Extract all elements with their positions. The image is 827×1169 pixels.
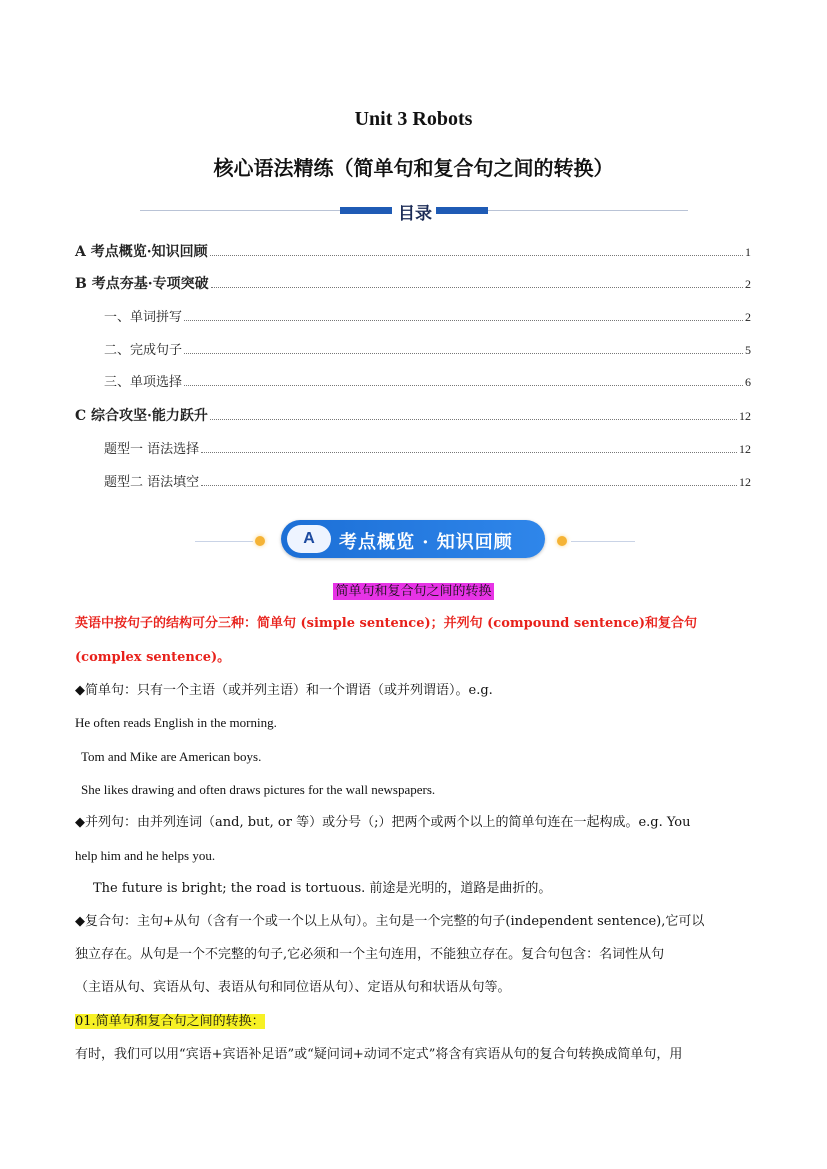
simple-example-1: He often reads English in the morning. (75, 715, 277, 730)
toc-entry-label: B 考点夯基·专项突破 (75, 276, 209, 292)
toc-entry-page: 1 (745, 245, 751, 259)
toc-entry-page: 12 (739, 409, 751, 423)
banner-rule-right (571, 541, 635, 542)
toc-leader (210, 254, 743, 256)
toc-leader (184, 384, 743, 386)
compound-sentence-definition-1: ◆并列句：由并列连词（and, but, or 等）或分号（;）把两个或两个以上的简单句连在一起构成。e.g. You (75, 815, 691, 830)
body-last-line: 有时，我们可以用“宾语+宾语补足语”或“疑问词+动词不定式”将含有宾语从句的复合句转换成简单句，用 (75, 1047, 683, 1062)
simple-sentence-definition: ◆简单句：只有一个主语（或并列主语）和一个谓语（或并列谓语）。e.g. (75, 683, 493, 698)
toc-leader (184, 352, 743, 354)
toc-entry-label: 三、单项选择 (104, 375, 183, 390)
banner-pill (281, 520, 545, 558)
toc-entry-label: A 考点概览·知识回顾 (75, 244, 208, 260)
complex-sentence-definition-2: 独立存在。从句是一个不完整的句子,它必须和一个主句连用，不能独立存在。复合句包含：名词性从句 (75, 947, 665, 962)
toc-entry-label: 一、单词拼写 (104, 310, 183, 325)
toc-entry[interactable] (104, 371, 751, 389)
toc-entry-page: 2 (745, 277, 751, 291)
point-heading (75, 1014, 755, 1030)
toc-entry-label: 二、完成句子 (104, 343, 183, 358)
intro-line-2: (complex sentence)。 (75, 650, 231, 665)
doc-subtitle: 核心语法精练（简单句和复合句之间的转换） (213, 156, 614, 180)
toc-entry-label: 题型一 语法选择 (104, 442, 200, 457)
section-title-text: 简单句和复合句之间的转换 (335, 584, 492, 599)
banner-rule-left (195, 541, 253, 542)
toc-rule-left-thick (340, 207, 392, 214)
banner-badge: A (287, 525, 331, 553)
toc-entry[interactable] (104, 306, 751, 324)
toc-rule-right-thick (436, 207, 488, 214)
toc-entry-label: 题型二 语法填空 (104, 475, 200, 490)
section-title (0, 580, 827, 599)
toc-entry-page: 12 (739, 475, 751, 489)
toc-entry-page: 2 (745, 310, 751, 324)
toc-heading: 目录 (398, 204, 432, 224)
toc-rule-right-thin (488, 210, 688, 211)
compound-sentence-definition-2: help him and he helps you. (75, 848, 216, 863)
banner-dot-right (557, 536, 567, 546)
simple-example-2: Tom and Mike are American boys. (81, 749, 262, 764)
banner-text: 考点概览 · 知识回顾 (339, 532, 513, 553)
toc-entry[interactable] (104, 339, 751, 357)
intro-line-1: 英语中按句子的结构可分三种：简单句 (simple sentence)；并列句 (compound sentence)和复合句 (75, 616, 698, 631)
toc-entry-page: 6 (745, 375, 751, 389)
toc-entry[interactable] (75, 273, 751, 291)
toc-entry-page: 12 (739, 442, 751, 456)
toc-entry[interactable] (104, 471, 751, 489)
complex-sentence-definition-3: （主语从句、宾语从句、表语从句和同位语从句）、定语从句和状语从句等。 (75, 980, 511, 995)
toc-leader (201, 451, 737, 453)
section-banner (195, 519, 635, 559)
toc-heading-bar (140, 199, 688, 223)
point-heading-text: 01.简单句和复合句之间的转换： (75, 1014, 265, 1029)
doc-title: Unit 3 Robots (354, 108, 473, 130)
toc-entry-label: C 综合攻坚·能力跃升 (75, 408, 208, 424)
toc-rule-left-thin (140, 210, 340, 211)
complex-sentence-definition-1: ◆复合句：主句+从句（含有一个或一个以上从句）。主句是一个完整的句子(independent sentence),它可以 (75, 914, 705, 929)
toc-entry[interactable] (104, 438, 751, 456)
toc-entry-page: 5 (745, 343, 751, 357)
toc-leader (211, 286, 743, 288)
toc-entry[interactable] (75, 241, 751, 259)
toc-leader (210, 418, 737, 420)
toc-leader (184, 319, 743, 321)
toc-leader (201, 484, 737, 486)
banner-dot-left (255, 536, 265, 546)
toc-entry[interactable] (75, 405, 751, 423)
simple-example-3: She likes drawing and often draws pictures for the wall newspapers. (81, 782, 436, 797)
compound-example: The future is bright; the road is tortuous. 前途是光明的，道路是曲折的。 (93, 881, 552, 896)
